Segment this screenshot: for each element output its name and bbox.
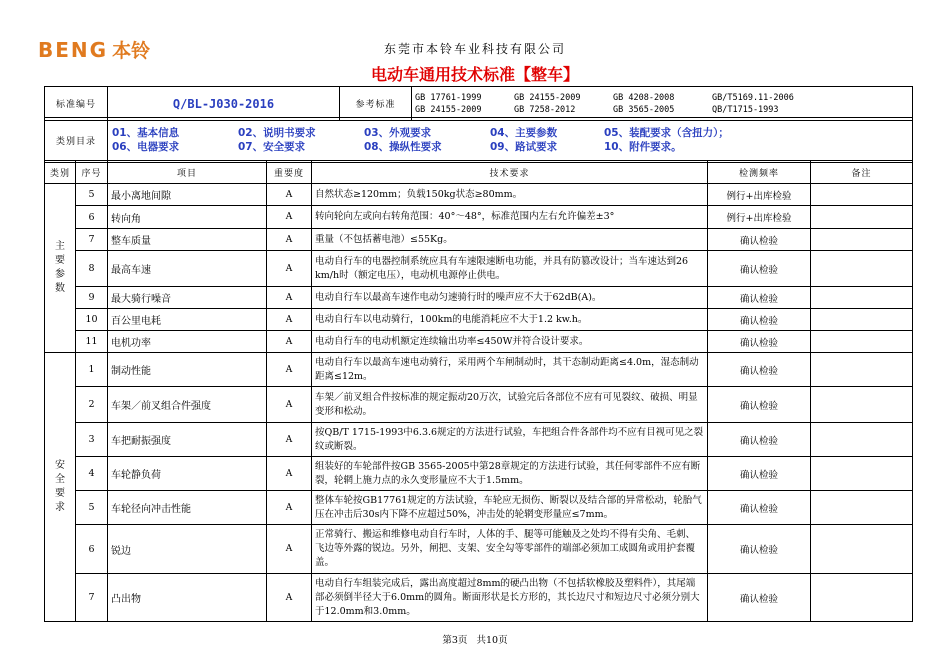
category-item: 05、装配要求（含扭力）；	[604, 127, 729, 139]
row-no: 7	[76, 229, 108, 251]
row-remark	[811, 574, 913, 622]
row-no: 3	[76, 423, 108, 457]
ref-standard: GB/T5169.11-2006	[712, 92, 794, 103]
row-remark	[811, 423, 913, 457]
row-remark	[811, 353, 913, 387]
row-requirement: 车架／前叉组合件按标准的规定振动20万次，试验完后各部位不应有可见裂纹、破损、明显变形和松动。	[312, 387, 708, 423]
row-item: 车架／前叉组合件强度	[108, 387, 267, 423]
row-remark	[811, 387, 913, 423]
table-row	[45, 287, 913, 309]
group-label-text: 安 全 要 求	[55, 460, 65, 513]
row-no: 5	[76, 491, 108, 525]
row-remark	[811, 309, 913, 331]
row-requirement: 自然状态≥120mm；负载150kg状态≥80mm。	[312, 184, 708, 206]
table-row	[45, 309, 913, 331]
page-total: 共10页	[476, 635, 508, 646]
row-requirement: 重量（不包括蓄电池）≤55Kg。	[312, 229, 708, 251]
row-requirement: 按QB/T 1715-1993中6.3.6规定的方法进行试验，车把组合件各部件均不应有目视可见之裂纹或断裂。	[312, 423, 708, 457]
table-row	[45, 251, 913, 287]
spec-table	[44, 160, 913, 622]
category-item: 01、基本信息	[112, 127, 180, 139]
row-requirement: 电动自行车的电器控制系统应具有车速限速断电功能，并具有防篡改设计；当车速达到26 km/h时（额定电压），电动机电源停止供电。	[312, 251, 708, 287]
row-no: 4	[76, 457, 108, 491]
row-no: 1	[76, 353, 108, 387]
column-header-row	[45, 161, 913, 184]
group-label-main-params	[45, 184, 76, 353]
row-importance: A	[267, 457, 312, 491]
row-importance: A	[267, 423, 312, 457]
row-frequency: 确认检验	[708, 251, 811, 287]
row-remark	[811, 331, 913, 353]
col-remark: 备注	[811, 161, 913, 184]
row-remark	[811, 251, 913, 287]
logo-mark: BENG	[38, 37, 109, 62]
table-row	[45, 387, 913, 423]
row-frequency: 确认检验	[708, 387, 811, 423]
row-no: 5	[76, 184, 108, 206]
col-importance: 重要度	[267, 161, 312, 184]
page-footer	[0, 632, 950, 646]
group-label-safety	[45, 353, 76, 622]
row-importance: A	[267, 353, 312, 387]
row-item: 电机功率	[108, 331, 267, 353]
logo-name: 本铃	[112, 40, 151, 62]
row-requirement: 电动自行车组装完成后，露出高度超过8mm的硬凸出物（不包括软橡胶及塑料件），其尾端部必须倒半径大于6.0mm的圆角。断面形状是长方形的，其长边尺寸和短边尺寸必须分别大于12.0mm和3.0mm。	[312, 574, 708, 622]
row-importance: A	[267, 331, 312, 353]
table-row	[45, 491, 913, 525]
category-item: 03、外观要求	[364, 127, 432, 139]
category-item: 08、操纵性要求	[364, 141, 442, 153]
col-requirement: 技术要求	[312, 161, 708, 184]
title-suffix: 【整车】	[515, 65, 580, 84]
col-item: 项目	[108, 161, 267, 184]
header-table	[44, 86, 913, 121]
row-importance: A	[267, 525, 312, 574]
row-requirement: 电动自行车以最高车速作电动匀速骑行时的噪声应不大于62dB(A)。	[312, 287, 708, 309]
std-no-value: Q/BL-J030-2016	[108, 87, 340, 121]
row-item: 最大骑行噪音	[108, 287, 267, 309]
row-frequency: 确认检验	[708, 287, 811, 309]
table-row	[45, 331, 913, 353]
row-frequency: 确认检验	[708, 353, 811, 387]
row-remark	[811, 491, 913, 525]
row-requirement: 电动自行车以电动骑行，100km的电能消耗应不大于1.2 kw.h。	[312, 309, 708, 331]
row-remark	[811, 457, 913, 491]
row-frequency: 确认检验	[708, 423, 811, 457]
row-frequency: 确认检验	[708, 491, 811, 525]
category-item: 07、安全要求	[238, 141, 306, 153]
table-row	[45, 184, 913, 206]
ref-standard: GB 24155-2009	[514, 92, 581, 103]
row-remark	[811, 525, 913, 574]
title-main: 电动车通用技术标准	[370, 65, 515, 84]
row-item: 百公里电耗	[108, 309, 267, 331]
row-requirement: 转向轮向左或向右转角范围：40°～48°，标准范围内左右允许偏差±3°	[312, 206, 708, 229]
col-frequency: 检测频率	[708, 161, 811, 184]
row-importance: A	[267, 251, 312, 287]
ref-label: 参考标准	[340, 87, 412, 121]
row-no: 7	[76, 574, 108, 622]
row-remark	[811, 229, 913, 251]
category-item: 06、电器要求	[112, 141, 180, 153]
row-importance: A	[267, 206, 312, 229]
row-no: 6	[76, 206, 108, 229]
row-item: 最高车速	[108, 251, 267, 287]
category-item: 10、附件要求。	[604, 141, 682, 153]
row-item: 车轮径向冲击性能	[108, 491, 267, 525]
row-importance: A	[267, 574, 312, 622]
row-remark	[811, 206, 913, 229]
row-no: 6	[76, 525, 108, 574]
table-row	[45, 457, 913, 491]
company-name: 东莞市本铃车业科技有限公司	[383, 42, 566, 56]
category-item: 09、路试要求	[490, 141, 558, 153]
std-no-label: 标准编号	[45, 87, 108, 121]
ref-standard: GB 3565-2005	[613, 104, 675, 115]
row-item: 锐边	[108, 525, 267, 574]
row-no: 2	[76, 387, 108, 423]
row-importance: A	[267, 184, 312, 206]
row-item: 制动性能	[108, 353, 267, 387]
table-row	[45, 574, 913, 622]
table-row	[45, 206, 913, 229]
ref-standard: QB/T1715-1993	[712, 104, 779, 115]
row-requirement: 组装好的车轮部件按GB 3565-2005中第28章规定的方法进行试验，其任何零部件不应有断裂，轮辋上施力点的永久变形量应不大于1.5mm。	[312, 457, 708, 491]
row-no: 11	[76, 331, 108, 353]
row-no: 10	[76, 309, 108, 331]
ref-standard: GB 17761-1999	[415, 92, 482, 103]
row-item: 转向角	[108, 206, 267, 229]
row-no: 8	[76, 251, 108, 287]
document-title	[0, 62, 950, 85]
category-item: 02、说明书要求	[238, 127, 316, 139]
table-row	[45, 229, 913, 251]
row-importance: A	[267, 387, 312, 423]
row-remark	[811, 184, 913, 206]
group-label-text: 主 要 参 数	[55, 241, 65, 294]
row-requirement: 电动自行车的电动机额定连续输出功率≤450W并符合设计要求。	[312, 331, 708, 353]
row-importance: A	[267, 309, 312, 331]
page-number: 第3页	[442, 635, 468, 646]
table-row	[45, 353, 913, 387]
table-row	[45, 423, 913, 457]
ref-standard: GB 7258-2012	[514, 104, 576, 115]
row-frequency: 例行+出库检验	[708, 206, 811, 229]
row-frequency: 确认检验	[708, 309, 811, 331]
col-no: 序号	[76, 161, 108, 184]
category-label: 类别目录	[45, 118, 108, 163]
row-frequency: 确认检验	[708, 331, 811, 353]
row-requirement: 正常骑行、搬运和维修电动自行车时，人体的手、腿等可能触及之处均不得有尖角、毛刺、飞边等外露的锐边。另外，闸把、支架、安全勾等零部件的端部必须加工成圆角或用护套覆盖。	[312, 525, 708, 574]
row-frequency: 确认检验	[708, 457, 811, 491]
row-importance: A	[267, 229, 312, 251]
row-frequency: 确认检验	[708, 574, 811, 622]
row-item: 车轮静负荷	[108, 457, 267, 491]
col-category: 类别	[45, 161, 76, 184]
row-requirement: 整体车轮按GB17761规定的方法试验，车轮应无损伤、断裂以及结合部的异常松动，轮胎气压在冲击后30s内下降不应超过50%，冲击处的轮辋变形量应≤7mm。	[312, 491, 708, 525]
row-frequency: 例行+出库检验	[708, 184, 811, 206]
row-item: 凸出物	[108, 574, 267, 622]
row-item: 最小离地间隙	[108, 184, 267, 206]
category-list	[108, 118, 913, 163]
row-importance: A	[267, 287, 312, 309]
ref-standards	[412, 87, 913, 121]
row-importance: A	[267, 491, 312, 525]
category-item: 04、主要参数	[490, 127, 558, 139]
row-item: 车把耐振强度	[108, 423, 267, 457]
ref-standard: GB 4208-2008	[613, 92, 675, 103]
row-item: 整车质量	[108, 229, 267, 251]
row-remark	[811, 287, 913, 309]
ref-standard: GB 24155-2009	[415, 104, 482, 115]
category-table	[44, 117, 913, 163]
row-frequency: 确认检验	[708, 229, 811, 251]
row-frequency: 确认检验	[708, 525, 811, 574]
row-no: 9	[76, 287, 108, 309]
table-row	[45, 525, 913, 574]
row-requirement: 电动自行车以最高车速电动骑行，采用两个车闸制动时，其干态制动距离≤4.0m，湿态制动距离≤12m。	[312, 353, 708, 387]
